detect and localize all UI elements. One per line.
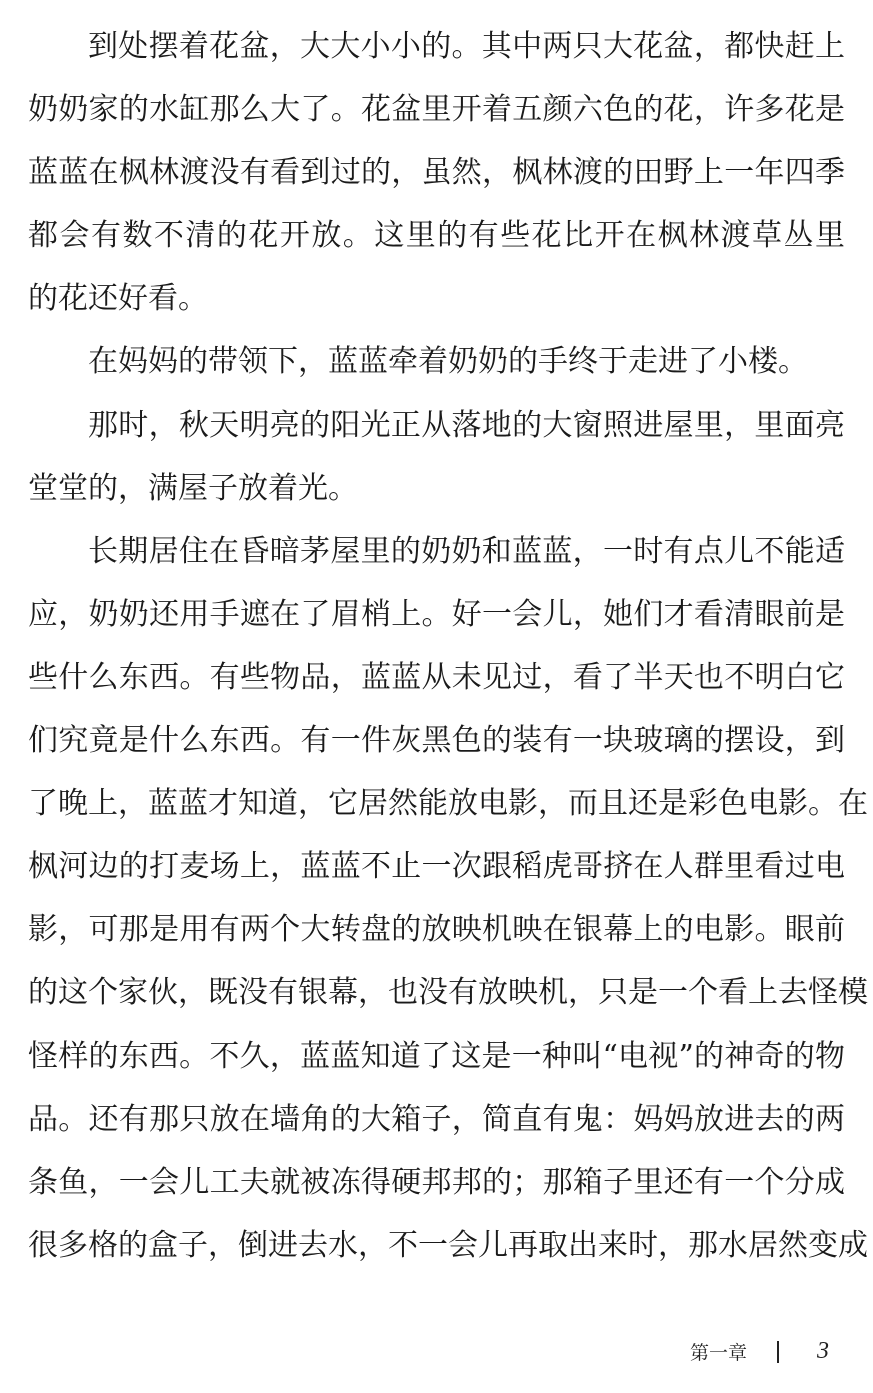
text-line: 的花还好看。 xyxy=(28,281,208,317)
text-line: 长期居住在昏暗茅屋里的奶奶和蓝蓝，一时有点儿不能适 xyxy=(88,533,845,569)
text-line: 都会有数不清的花开放。这里的有些花比开在枫林渡草丛里 xyxy=(28,218,845,254)
text-line: 们究竟是什么东西。有一件灰黑色的装有一块玻璃的摆设，到 xyxy=(28,723,845,759)
text-line: 到处摆着花盆，大大小小的。其中两只大花盆，都快赶上 xyxy=(88,29,845,64)
text-line: 品。还有那只放在墙角的大箱子，简直有鬼：妈妈放进去的两 xyxy=(28,1101,845,1137)
text-line: 奶奶家的水缸那么大了。花盆里开着五颜六色的花，许多花是 xyxy=(28,92,845,128)
text-line: 枫河边的打麦场上，蓝蓝不止一次跟稻虎哥挤在人群里看过电 xyxy=(28,849,845,885)
text-line: 条鱼，一会儿工夫就被冻得硬邦邦的；那箱子里还有一个分成 xyxy=(28,1164,845,1200)
text-line: 影，可那是用有两个大转盘的放映机映在银幕上的电影。眼前 xyxy=(28,912,845,948)
text-line: 的这个家伙，既没有银幕，也没有放映机，只是一个看上去怪模 xyxy=(28,975,868,1011)
text-line: 很多格的盒子，倒进去水，不一会儿再取出来时，那水居然变成 xyxy=(28,1227,868,1263)
text-line: 蓝蓝在枫林渡没有看到过的，虽然，枫林渡的田野上一年四季 xyxy=(28,155,845,191)
text-line: 那时，秋天明亮的阳光正从落地的大窗照进屋里，里面亮 xyxy=(88,407,845,443)
page-footer xyxy=(690,1338,829,1365)
text-line: 堂堂的，满屋子放着光。 xyxy=(28,470,358,506)
text-line: 了晚上，蓝蓝才知道，它居然能放电影，而且还是彩色电影。在 xyxy=(28,786,868,822)
text-line: 在妈妈的带领下，蓝蓝牵着奶奶的手终于走进了小楼。 xyxy=(88,344,808,380)
page-number: 3 xyxy=(817,1338,830,1364)
footer-divider xyxy=(777,1341,779,1363)
text-line: 怪样的东西。不久，蓝蓝知道了这是一种叫“电视”的神奇的物 xyxy=(28,1038,845,1074)
text-line: 应，奶奶还用手遮在了眉梢上。好一会儿，她们才看清眼前是 xyxy=(28,596,845,632)
text-line: 些什么东西。有些物品，蓝蓝从未见过，看了半天也不明白它 xyxy=(28,659,845,695)
body-text xyxy=(28,15,868,1277)
chapter-label: 第一章 xyxy=(690,1342,748,1364)
